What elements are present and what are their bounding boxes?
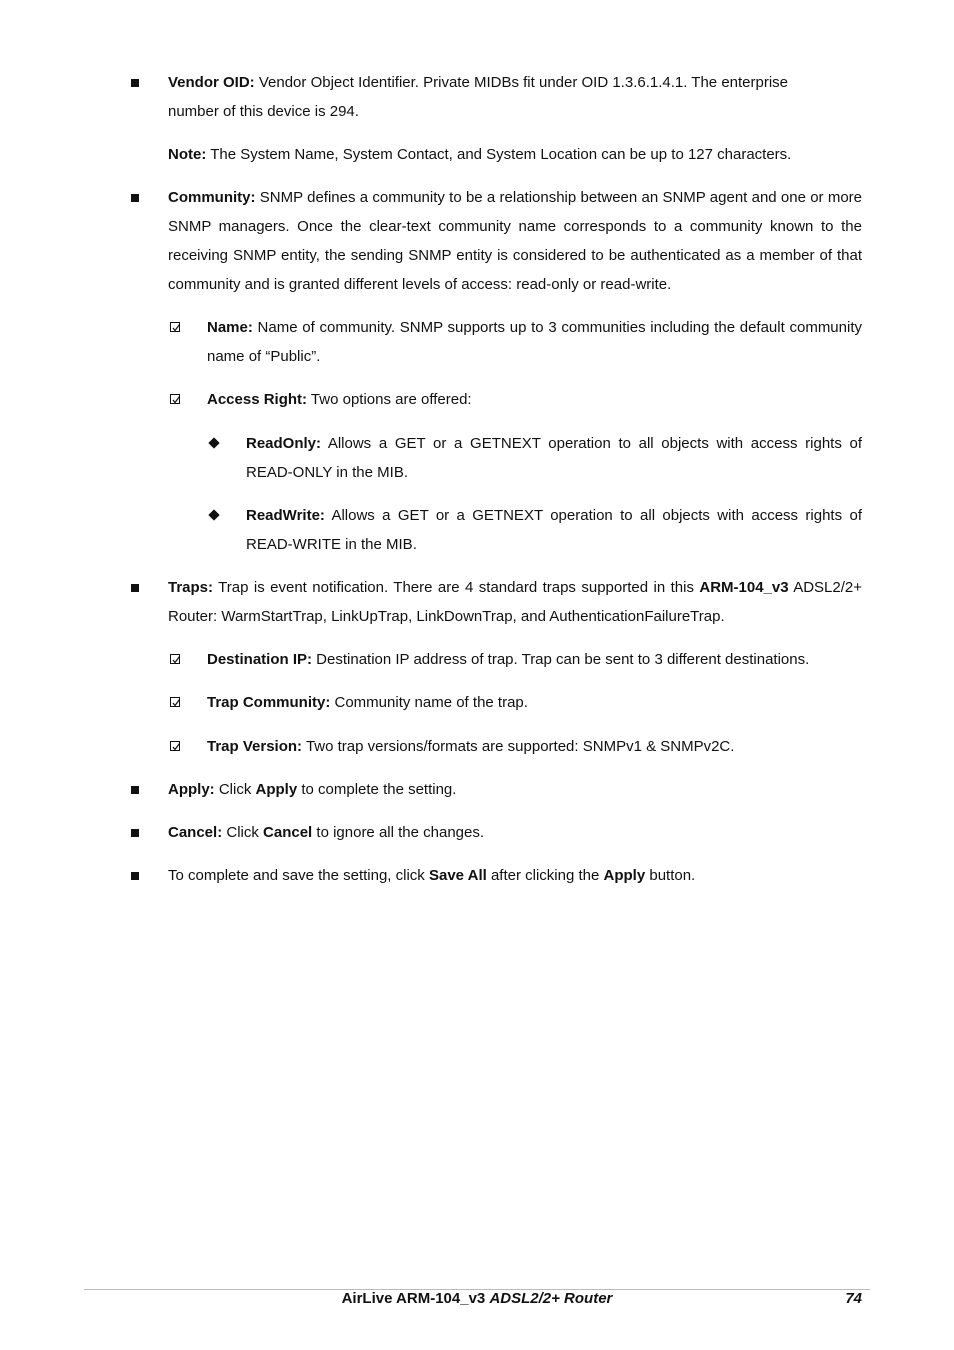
traps-label: Traps:	[168, 579, 214, 596]
readonly-paragraph: ReadOnly: Allows a GET or a GETNEXT operation to all objects with access rights of READ-ONLY in the MIB.	[246, 435, 862, 481]
trap-community-paragraph: Trap Community: Community name of the trap.	[207, 694, 528, 711]
vendor-oid-label: Vendor OID:	[168, 74, 255, 91]
trap-community-label: Trap Community:	[207, 694, 331, 711]
footer-title: AirLive ARM-104_v3 ADSL2/2+ Router	[341, 1290, 613, 1307]
page-number: 74	[845, 1290, 862, 1307]
diamond-bullet-icon	[208, 509, 219, 520]
trap-version-label: Trap Version:	[207, 738, 303, 755]
name-paragraph: Name: Name of community. SNMP supports up to 3 communities including the default community name of “Public”.	[207, 319, 862, 365]
bullet-square-icon	[131, 872, 139, 880]
note-paragraph: Note: The System Name, System Contact, and System Location can be up to 127 characters.	[168, 146, 792, 163]
name-label: Name:	[207, 319, 253, 336]
diamond-bullet-icon	[208, 437, 219, 448]
bullet-square-icon	[131, 79, 139, 87]
apply-label: Apply:	[168, 781, 215, 798]
checkbox-checked-icon	[170, 697, 180, 707]
save-paragraph: To complete and save the setting, click Save All after clicking the Apply button.	[168, 867, 696, 884]
vendor-oid-line1: Vendor OID: Vendor Object Identifier. Private MIDBs fit under OID 1.3.6.1.4.1. The enterprise	[168, 74, 789, 91]
readwrite-label: ReadWrite:	[246, 507, 325, 524]
checkbox-checked-icon	[170, 322, 180, 332]
access-right-label: Access Right:	[207, 391, 308, 408]
traps-paragraph: Traps: Trap is event notification. There are 4 standard traps supported in this ARM-104_v3 ADSL2/2+ Router: WarmStartTrap, LinkUpTrap, LinkDownTrap, and AuthenticationFailureTrap.	[168, 579, 862, 625]
checkbox-checked-icon	[170, 394, 180, 404]
destination-ip-paragraph: Destination IP: Destination IP address of trap. Trap can be sent to 3 different destinations.	[207, 651, 810, 668]
bullet-square-icon	[131, 786, 139, 794]
checkbox-checked-icon	[170, 741, 180, 751]
trap-version-paragraph: Trap Version: Two trap versions/formats are supported: SNMPv1 & SNMPv2C.	[207, 738, 735, 755]
checkbox-checked-icon	[170, 654, 180, 664]
destination-ip-label: Destination IP:	[207, 651, 313, 668]
bullet-square-icon	[131, 194, 139, 202]
cancel-label: Cancel:	[168, 824, 223, 841]
note-label: Note:	[168, 146, 207, 163]
bullet-square-icon	[131, 584, 139, 592]
access-right-paragraph: Access Right: Two options are offered:	[207, 391, 472, 408]
vendor-oid-line2: number of this device is 294.	[168, 103, 359, 120]
community-label: Community:	[168, 189, 256, 206]
bullet-square-icon	[131, 829, 139, 837]
readonly-label: ReadOnly:	[246, 435, 322, 452]
cancel-paragraph: Cancel: Click Cancel to ignore all the changes.	[168, 824, 485, 841]
model-name: ARM-104_v3	[699, 579, 789, 596]
readwrite-paragraph: ReadWrite: Allows a GET or a GETNEXT operation to all objects with access rights of READ-WRITE in the MIB.	[246, 507, 862, 553]
community-paragraph: Community: SNMP defines a community to be a relationship between an SNMP agent and one or more SNMP managers. Once the clear-text community name corresponds to a community known to the receiving SNMP entity, the sending SNMP entity is considered to be authenticated as a member of that community and is granted different levels of access: read-only or read-write.	[168, 189, 862, 293]
apply-paragraph: Apply: Click Apply to complete the setting.	[168, 781, 457, 798]
